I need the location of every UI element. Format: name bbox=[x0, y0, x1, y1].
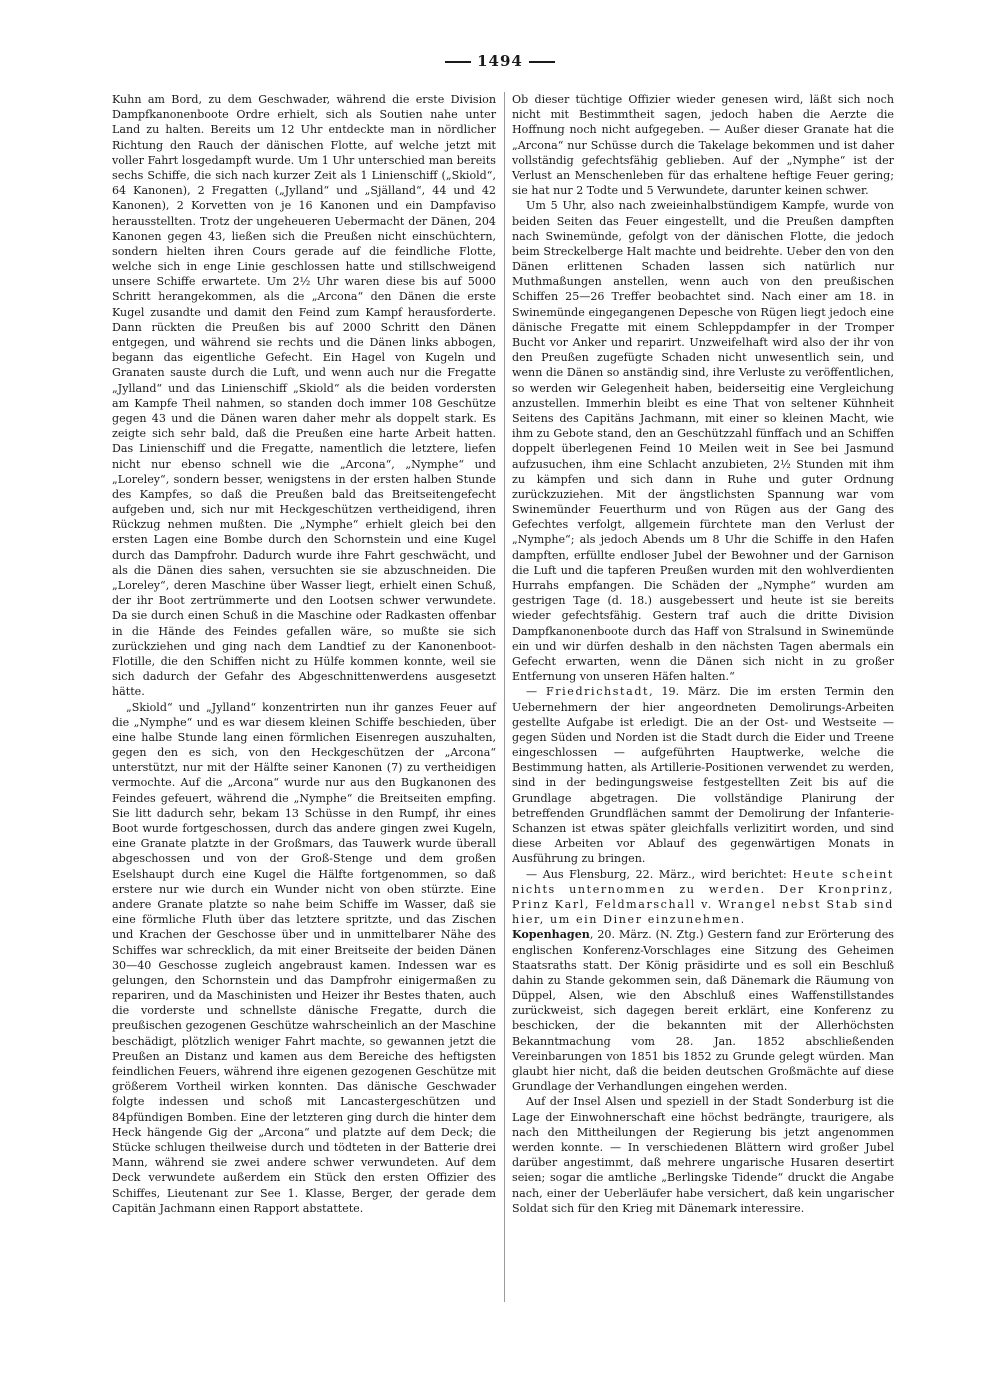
article-paragraph: Kuhn am Bord, zu dem Geschwader, während die erste Division Dampfkanonenboote Ordre erhielt, sich als Soutien nahe unter Land zu halten. Bereits um 12 Uhr entdeckte man in nördlicher Richtung den Rauch der dänischen Flotte, auf welche jetzt mit voller Fahrt losgedampft wurde. Um 1 Uhr unterschied man bereits sechs Schiffe, die sich nach kurzer Zeit als 1 Linienschiff („Skiold“, 64 Kanonen), 2 Fregatten („Jylland“ und „Själland“, 44 und 42 Kanonen), 2 Korvetten von je 16 Kanonen und ein Dampfaviso herausstellten. Trotz der ungeheueren Uebermacht der Dänen, 204 Kanonen gegen 43, ließen sich die Preußen nicht einschüchtern, sondern hielten ihren Cours gerade auf die feindliche Flotte, welche sich in enge Linie geschlossen hatte und stillschweigend unsere Schiffe erwartete. Um 2½ Uhr waren diese bis auf 5000 Schritt herangekommen, als die „Arcona“ den Dänen die erste Kugel zusandte und damit den Feind zum Kampf herausforderte. Dann rückten die Preußen bis auf 2000 Schritt den Dänen entgegen, und während sie rechts und die Dänen links abbogen, begann das eigentliche Gefecht. Ein Hagel von Kugeln und Granaten sauste durch die Luft, und wenn auch nur die Fregatte „Jylland“ und das Linienschiff „Skiold“ als die beiden vordersten am Kampfe Theil nahmen, so standen doch immer 108 Geschütze gegen 43 und die Dänen waren daher mehr als doppelt stark. Es zeigte sich sehr bald, daß die Preußen eine harte Arbeit hatten. Das Linienschiff und die Fregatte, namentlich die letztere, liefen nicht nur ebenso schnell wie die „Arcona“, „Nymphe“ und „Loreley“, sondern besser, wenigstens in der ersten halben Stunde des Kampfes, so daß die Preußen bald das Breitseitengefecht aufgeben und, sich nur mit Heckgeschützen vertheidigend, ihren Rückzug nehmen mußten. Die „Nymphe“ erhielt gleich bei den ersten Lagen eine Bombe durch den Schornstein und eine Kugel durch das Dampfrohr. Dadurch wurde ihre Fahrt geschwächt, und als die Dänen dies sahen, versuchten sie sie abzuschneiden. Die „Loreley“, deren Maschine über Wasser liegt, erhielt einen Schuß, der ihr Boot zertrümmerte und den Lootsen schwer verwundete. Da sie durch einen Schuß in die Maschine oder Radkasten offenbar in die Hände des Feindes gefallen wäre, so mußte sie sich zurückziehen und ging nach dem Landtief zu der Kanonenboot-Flotille, die den Schiffen nicht zu Hülfe kommen konnte, weil sie sich dadurch der Gefahr des Abgeschnittenwerdens ausgesetzt hätte. bbox=[112, 93, 496, 699]
page-header bbox=[0, 52, 1000, 70]
news-text: , 19. März. Die im ersten Termin den Uebernehmern der hier angeordneten Demolirungs-Arbeiten gestellte Aufgabe ist erledigt. Die an der Ost- und Westseite — gegen Süden und Norden ist die Stadt durch die Eider und Treene eingeschlossen — aufgeführten Hauptwerke, welche die Bestimmung hatten, als Artillerie-Positionen verwendet zu werden, sind in der bedingungsweise festgestellten Zeit bis auf die Grundlage abgetragen. Die vollständige Planirung der betreffenden Grundflächen sammt der Demolirung der Infanterie-Schanzen ist etwas später gleichfalls verlizitirt worden, und sind diese Arbeiten vor Ablauf des gegenwärtigen Monats in Ausführung zu bringen. bbox=[512, 685, 894, 866]
article-paragraph: Auf der Insel Alsen und speziell in der Stadt Sonderburg ist die Lage der Einwohnerschaft eine höchst bedrängte, traurigere, als nach den Mittheilungen der Regierung bis jetzt angenommen werden konnte. — In verschiedenen Blättern wird großer Jubel darüber angestimmt, daß mehrere ungarische Husaren desertirt seien; sogar die amtliche „Berlingske Tidende“ druckt die Angabe nach, einer der Ueberläufer habe versichert, daß kein ungarischer Soldat sich für den Krieg mit Dänemark interessire. bbox=[512, 1095, 894, 1215]
right-column bbox=[512, 92, 894, 1216]
news-item-friedrichstadt: — Friedrichstadt, 19. März. Die im ersten Termin den Uebernehmern der hier angeordneten Demolirungs-Arbeiten gestellte Aufgabe ist erledigt. Die an der Ost- und Westseite — gegen Süden und Norden ist die Stadt durch die Eider und Treene eingeschlossen — aufgeführten Hauptwerke, welche die Bestimmung hatten, als Artillerie-Positionen verwendet zu werden, sind in der bedingungsweise festgestellten Zeit bis auf die Grundlage abgetragen. Die vollständige Planirung der betreffenden Grundflächen sammt der Demolirung der Infanterie-Schanzen ist etwas später gleichfalls verlizitirt worden, und sind diese Arbeiten vor Ablauf des gegenwärtigen Monats in Ausführung zu bringen. bbox=[512, 685, 894, 866]
left-column bbox=[112, 92, 496, 1216]
dateline-place: Friedrichstadt bbox=[545, 685, 650, 699]
article-paragraph: „Skiold“ und „Jylland“ konzentrirten nun ihr ganzes Feuer auf die „Nymphe“ und es war diesem kleinen Schiffe beschieden, über eine halbe Stunde lang einen förmlichen Eisenregen auszuhalten, gegen den es sich, von den Heckgeschützen der „Arcona“ unterstützt, nur mit der Hälfte seiner Kanonen (7) zu vertheidigen vermochte. Auf die „Arcona“ wurde nur aus den Bugkanonen des Feindes gefeuert, während die „Nymphe“ die Breitseiten empfing. Sie litt dadurch sehr, bekam 13 Schüsse in den Rumpf, ihr eines Boot wurde fortgeschossen, durch das andere gingen zwei Kugeln, eine Granate platzte in der Großmars, das Tauwerk wurde überall abgeschossen und von der Groß-Stenge und dem großen Eselshaupt durch eine Kugel die Hälfte fortgenommen, so daß erstere nur wie durch ein Wunder nicht von oben stürzte. Eine andere Granate platzte so nahe beim Schiffe im Wasser, daß sie eine förmliche Fluth über das letztere spritzte, und das Zischen und Krachen der Geschosse über und in unmittelbarer Nähe des Schiffes war schrecklich, da mit einer Breitseite der beiden Dänen 30—40 Geschosse zugleich angebraust kamen. Indessen war es gelungen, den Schornstein und das Dampfrohr einigermaßen zu repariren, und da Maschinisten und Heizer ihr Bestes thaten, auch die vorderste und schnellste dänische Fregatte, durch die preußischen gezogenen Geschütze wahrscheinlich an der Maschine beschädigt, plötzlich weniger Fahrt machte, so gewannen jetzt die Preußen an Distanz und kamen aus dem Bereiche des heftigsten feindlichen Feuers, während ihre eigenen gezogenen Geschütze mit größerem Vortheil wirken konnten. Das dänische Geschwader folgte indessen und schoß mit Lancastergeschützen und 84pfündigen Bomben. Eine der letzteren ging durch die hinter dem Heck hängende Gig der „Arcona“ und platzte auf dem Deck; die Stücke schlugen theilweise durch und tödteten in der Batterie drei Mann, während sie zwei andere schwer verwundeten. Auf dem Deck verwundete außerdem ein Stück den ersten Offizier des Schiffes, Lieutenant zur See 1. Klasse, Berger, der gerade dem Capitän Jachmann einen Rapport abstattete. bbox=[112, 700, 496, 1215]
dateline-place: Kopenhagen bbox=[512, 928, 590, 942]
header-rule-left bbox=[445, 61, 471, 63]
news-item-flensburg bbox=[512, 867, 894, 928]
article-paragraph: Um 5 Uhr, also nach zweieinhalbstündigem Kampfe, wurde von beiden Seiten das Feuer eingestellt, und die Preußen dampften nach Swinemünde, gefolgt von der dänischen Flotte, die jedoch beim Streckelberge Halt machte und beidrehte. Ueber den von den Dänen erlittenen Schaden lassen sich natürlich nur Muthmaßungen anstellen, wenn auch von den preußischen Schiffen 25—26 Treffer beobachtet sind. Nach einer am 18. in Swinemünde eingegangenen Depesche von Rügen liegt jedoch eine dänische Fregatte mit einem Schleppdampfer in der Tromper Bucht vor Anker und reparirt. Unzweifelhaft wird also der ihr von den Preußen zugefügte Schaden nicht unwesentlich sein, und wenn die Dänen so anständig sind, ihre Verluste zu veröffentlichen, so werden wir Gelegenheit haben, beiderseitig eine Vergleichung anzustellen. Immerhin bleibt es eine That von seltener Kühnheit Seitens des Capitäns Jachmann, mit einer so kleinen Macht, wie ihm zu Gebote stand, den an Geschützzahl fünffach und an Schiffen doppelt überlegenen Feind 10 Meilen weit in See bei Jasmund aufzusuchen, ihm eine Schlacht anzubieten, 2½ Stunden mit ihm zu kämpfen und sich dann in Ruhe und guter Ordnung zurückzuziehen. Mit der ängstlichsten Spannung war vom Swinemünder Feuerthurm und von Rügen aus der Gang des Gefechtes verfolgt, allgemein fürchtete man den Verlust der „Nymphe“; als jedoch Abends um 8 Uhr die Schiffe in den Hafen dampften, erfüllte endloser Jubel der Bewohner und der Garnison die Luft und die tapferen Preußen wurden mit den wohlverdienten Hurrahs empfangen. Die Schäden der „Nymphe“ wurden am gestrigen Tage (d. 18.) ausgebessert und heute ist sie bereits wieder gefechtsfähig. Gestern traf auch die dritte Division Dampfkanonenboote durch das Haff von Stralsund in Swinemünde ein und wir dürfen deshalb in den nächsten Tagen abermals ein Gefecht erwarten, wenn die Dänen sich nicht in zu großer Entfernung von unseren Häfen halten.“ bbox=[512, 199, 894, 684]
article-paragraph: Ob dieser tüchtige Offizier wieder genesen wird, läßt sich noch nicht mit Bestimmtheit sagen, jedoch haben die Aerzte die Hoffnung noch nicht aufgegeben. — Außer dieser Granate hat die „Arcona“ nur Schüsse durch die Takelage bekommen und ist daher vollständig gefechtsfähig geblieben. Auf der „Nymphe“ ist der Verlust an Menschenleben für das erhaltene heftige Feuer gering; sie hat nur 2 Todte und 5 Verwundete, darunter keinen schwer. bbox=[512, 93, 894, 198]
news-text: Heute scheint nichts unternommen zu werden. Der Kronprinz, Prinz Karl, Feldmarschall v. Wrangel nebst Stab sind hier, um ein Diner einzunehmen. bbox=[512, 867, 894, 927]
news-item-kopenhagen bbox=[512, 927, 894, 1094]
header-rule-right bbox=[529, 61, 555, 63]
page-number: 1494 bbox=[477, 52, 523, 70]
news-text: , 20. März. (N. Ztg.) Gestern fand zur Erörterung des englischen Konferenz-Vorschlages eine Sitzung des Geheimen Staatsraths statt. Der König präsidirte und es soll ein Beschluß dahin zu Stande gekommen sein, daß Dänemark die Räumung von Düppel, Alsen, wie den Abschluß eines Waffenstillstandes zurückweist, sich dagegen bereit erklärt, eine Konferenz zu beschicken, der die bekannten mit der Allerhöchsten Bekanntmachung vom 28. Jan. 1852 abschließenden Vereinbarungen von 1851 bis 1852 zu Grunde gelegt würden. Man glaubt hier nicht, daß die beiden deutschen Großmächte auf diese Grundlage der Verhandlungen eingehen werden. bbox=[512, 928, 894, 1094]
column-divider bbox=[504, 92, 505, 1302]
dateline-lead: — Aus Flensburg, 22. März., wird berichtet: bbox=[526, 867, 787, 881]
